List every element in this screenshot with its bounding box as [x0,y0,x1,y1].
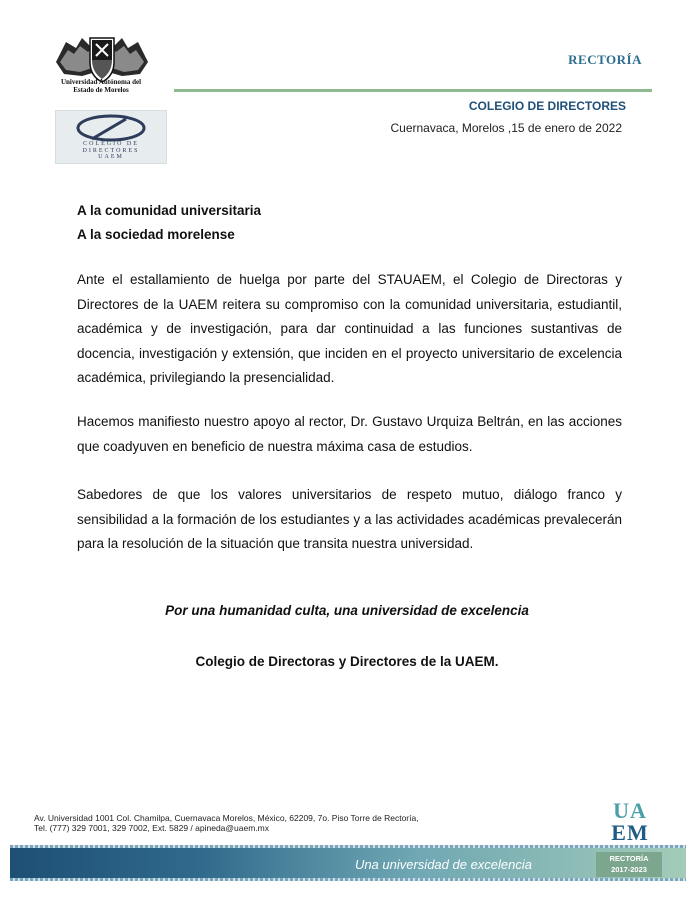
uaem-mark-bottom: EM [611,820,649,845]
header-divider [174,89,652,92]
signature-line: Colegio de Directoras y Directores de la UAEM. [195,654,499,669]
uaem-mark-top: UA [613,798,647,823]
footer-slogan: Una universidad de excelencia [354,857,532,872]
salutation-society: A la sociedad morelense [77,227,235,242]
colegio-de-directores-logo [55,110,167,164]
footer-stripe [10,878,686,881]
footer-contact: Tel. (777) 329 7001, 329 7002, Ext. 5829 / apineda@uaem.mx [34,823,269,833]
colegio-logo-line1: COLEGIO DE [83,141,139,147]
badge-line2: 2017-2023 [611,865,647,874]
colegio-logo-emblem-icon [74,113,148,143]
colegio-logo-text [56,141,166,161]
university-motto: Por una humanidad culta, una universidad de excelencia [165,603,529,618]
footer-address: Av. Universidad 1001 Col. Chamilpa, Cuernavaca Morelos, México, 62209, 7o. Piso Torre de Rectoría, [34,813,419,823]
university-name-line2: Estado de Morelos [73,86,129,94]
uaem-logo-mark [602,800,658,844]
paragraph-1: Ante el estallamiento de huelga por parte del STAUAEM, el Colegio de Directoras y Directores de la UAEM reitera su compromiso con la comunidad universitaria, estudiantil, académica y de investigación, para dar continuidad a las funciones sustantivas de docencia, investigación y extensión, que inciden en el proyecto universitario de excelencia académica, privilegiando la presencialidad. [77,272,622,385]
date-line: Cuernavaca, Morelos ,15 de enero de 2022 [390,121,622,135]
university-name-line1: Universidad Autónoma del [60,78,142,86]
colegio-heading: COLEGIO DE DIRECTORES [468,99,626,113]
salutation-university: A la comunidad universitaria [77,203,262,218]
university-name [40,78,162,94]
paragraph-2: Hacemos manifiesto nuestro apoyo al rector, Dr. Gustavo Urquiza Beltrán, en las acciones que coadyuven en beneficio de nuestra máxima casa de estudios. [77,414,622,454]
colegio-logo-line2: DIRECTORES [82,147,140,154]
badge-line1: RECTORÍA [609,854,649,863]
rectoria-period-badge [596,852,662,877]
paragraph-3: Sabedores de que los valores universitarios de respeto mutuo, diálogo franco y sensibilidad a la formación de los estudiantes y a las actividades académicas prevalecerán para la resolución de la situación que transita nuestra universidad. [77,487,622,551]
colegio-logo-line3: UAEM [98,154,124,160]
footer-band [10,848,686,878]
office-label: RECTORÍA [568,52,642,67]
